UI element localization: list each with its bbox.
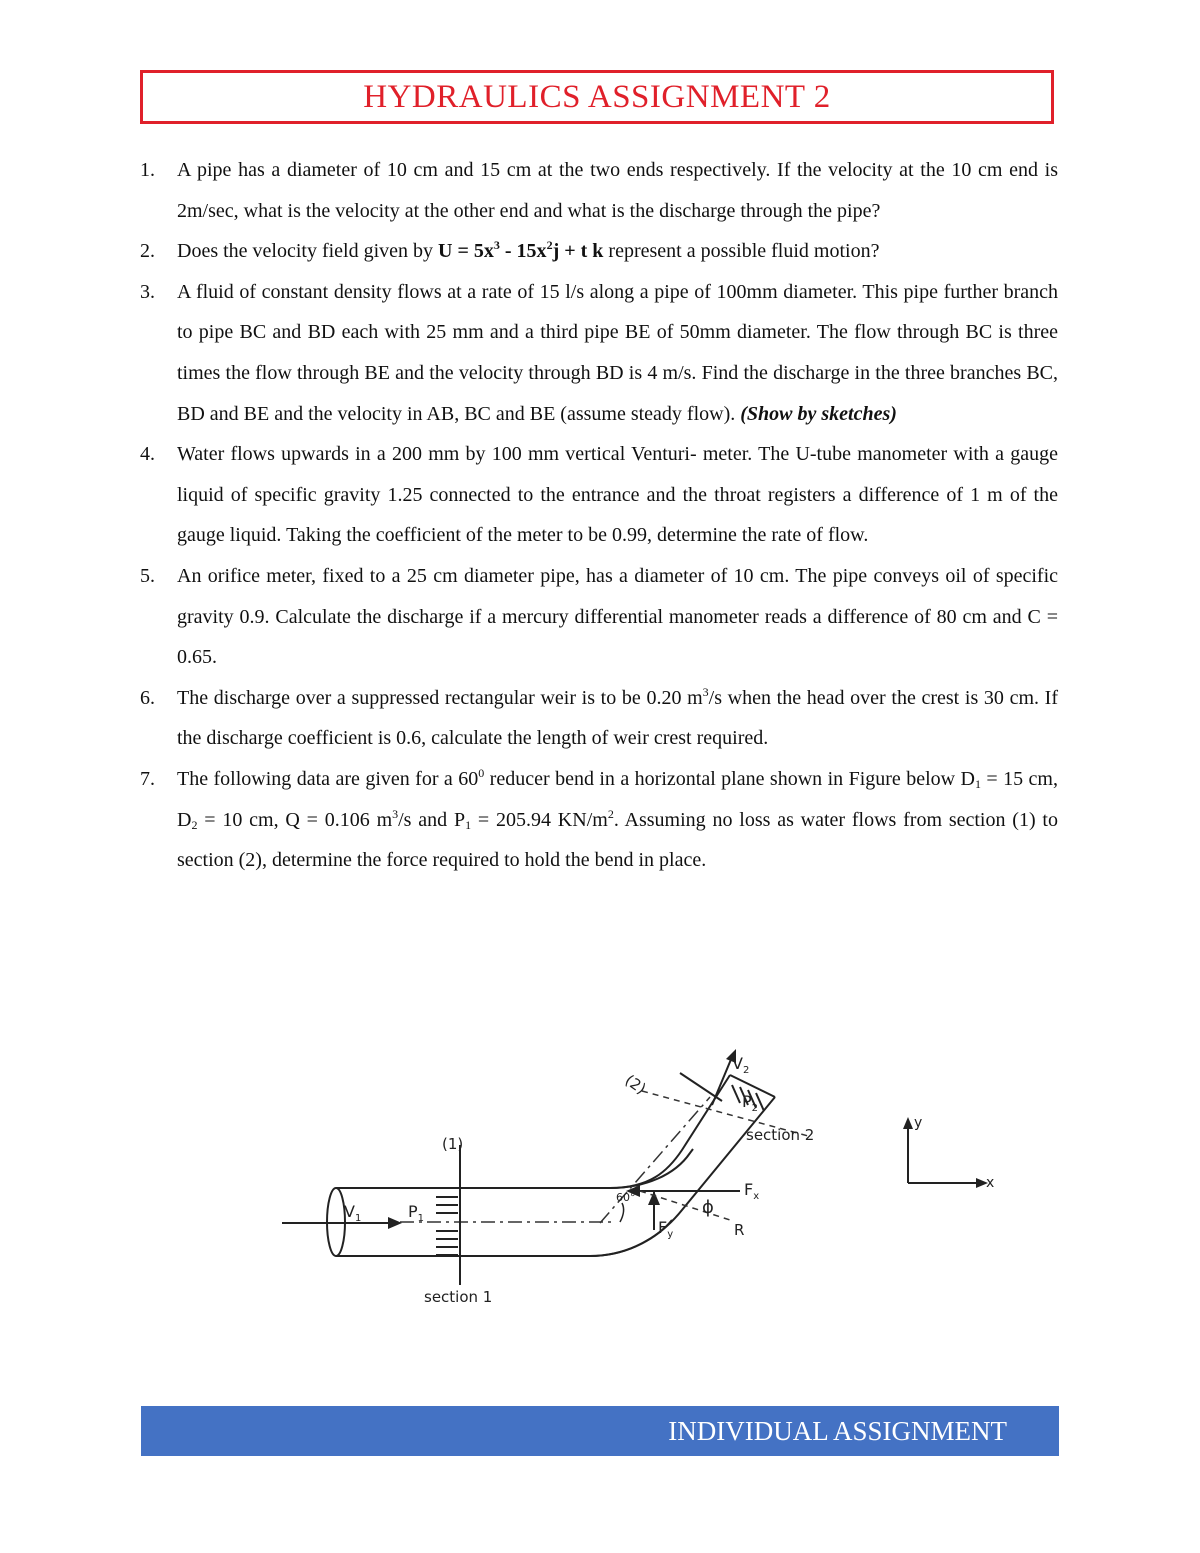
label-v1: $V_1$ [344, 1202, 362, 1224]
label-r: R [734, 1221, 745, 1239]
angle-arc [620, 1203, 624, 1222]
question-text-part: The discharge over a suppressed rectangular weir is to be 0.20 m [177, 686, 703, 709]
page-title: HYDRAULICS ASSIGNMENT 2 [363, 78, 831, 115]
question-text: Water flows upwards in a 200 mm by 100 mm vertical Venturi- meter. The U-tube manometer with a gauge liquid of specific gravity 1.25 connected to the entrance and the throat registers a difference of 1 m of the gauge liquid. Taking the coefficient of the meter to be 0.99, determine the rate of flow. [177, 443, 1058, 547]
label-p2: $P_2$ [742, 1092, 759, 1114]
emphasis-note: (Show by sketches) [740, 402, 897, 425]
unit-exponent: 3 [702, 684, 709, 699]
question-item [140, 272, 1058, 434]
degree-sign: 0 [478, 765, 485, 780]
question-item [140, 759, 1058, 881]
pipe-wall-inner [590, 1097, 775, 1256]
question-item [140, 150, 1058, 231]
question-number: 5. [140, 564, 155, 587]
label-v2: $V_2$ [732, 1054, 750, 1076]
equation-part: U = 5x [438, 240, 494, 263]
v2-arrow-line [712, 1057, 732, 1105]
label-p1: $P_1$ [408, 1202, 425, 1224]
reducer-bend-figure [270, 1045, 1010, 1315]
label-fy: $F_y$ [658, 1218, 674, 1240]
y-axis-arrow-icon [903, 1117, 913, 1129]
unit-exponent: 2 [607, 806, 614, 821]
footer-label: INDIVIDUAL ASSIGNMENT [668, 1416, 1007, 1446]
question-text-part: reducer bend in a horizontal plane shown in Figure below D [484, 767, 975, 790]
label-axis-x: x [986, 1175, 995, 1191]
question-text-part: = 15 cm, D [177, 767, 1058, 831]
question-text: A pipe has a diameter of 10 cm and 15 cm at the two ends respectively. If the velocity at the 10 cm end is 2m/sec, what is the velocity at the other end and what is the discharge through the pipe? [177, 159, 1058, 222]
question-item [140, 231, 1058, 272]
question-text-part: A fluid of constant density flows at a rate of 15 l/s along a pipe of 100mm diameter. This pipe further branch to pipe BC and BD each with 25 mm and a third pipe BE of 50mm diameter. The flow through BC is three times the flow through BE and the velocity through BD is 4 m/s. Find the discharge in the three branches BC, BD and BE and the velocity in AB, BC and BE (assume steady flow). [177, 280, 1058, 425]
question-item [140, 678, 1058, 759]
label-section2-number: (2) [621, 1070, 650, 1098]
question-text-part: The following data are given for a 60 [177, 767, 479, 790]
question-text-part: = 10 cm, Q = 0.106 m [197, 808, 393, 831]
bend-outer-curve [610, 1149, 693, 1188]
question-text-part: /s and P [398, 808, 466, 831]
fy-arrow-head [648, 1191, 660, 1205]
subscript: 1 [974, 776, 981, 791]
question-text-part: represent a possible fluid motion? [603, 240, 880, 263]
question-number: 3. [140, 280, 155, 303]
question-list [140, 150, 1058, 881]
label-section2: section 2 [746, 1126, 815, 1144]
question-number: 6. [140, 686, 155, 709]
question-text-part: Does the velocity field given by [177, 240, 439, 263]
equation-exponent: 2 [546, 238, 553, 253]
label-phi: ϕ [702, 1197, 714, 1218]
question-text [177, 272, 1058, 434]
unit-exponent: 3 [392, 806, 399, 821]
equation-exponent: 3 [493, 238, 500, 253]
equation-part: j + t k [552, 240, 604, 263]
flow-arrow-head [388, 1217, 402, 1229]
question-text [177, 759, 1058, 881]
label-axis-y: y [914, 1115, 923, 1131]
question-item [140, 434, 1058, 556]
question-item [140, 556, 1058, 678]
label-angle: 60° [616, 1191, 636, 1204]
question-number: 4. [140, 443, 155, 466]
velocity-equation [438, 240, 603, 262]
question-number: 2. [140, 240, 155, 263]
subscript: 2 [191, 817, 198, 832]
question-text-part: = 205.94 KN/m [471, 808, 608, 831]
question-number: 7. [140, 767, 155, 790]
section1-pressure-marks [436, 1197, 458, 1255]
question-number: 1. [140, 159, 155, 181]
question-text-part: /s when the head over the crest is 30 cm. If the discharge coefficient is 0.6, calculate the length of weir crest required. [177, 686, 1058, 750]
title-box [140, 70, 1054, 124]
equation-part: - 15x [499, 240, 547, 263]
label-section1-number: (1) [442, 1135, 464, 1153]
question-text: An orifice meter, fixed to a 25 cm diameter pipe, has a diameter of 10 cm. The pipe conveys oil of specific gravity 0.9. Calculate the discharge if a mercury differential manometer reads a difference of 80 cm and C = 0.65. [177, 564, 1058, 669]
question-text [177, 678, 1058, 759]
question-text [177, 231, 1058, 272]
label-section1: section 1 [424, 1288, 493, 1306]
label-fx: $F_x$ [744, 1180, 760, 1202]
question-text-part: . Assuming no loss as water flows from section (1) to section (2), determine the force required to hold the bend in place. [177, 808, 1058, 872]
subscript: 1 [465, 817, 472, 832]
footer-bar [141, 1406, 1059, 1456]
